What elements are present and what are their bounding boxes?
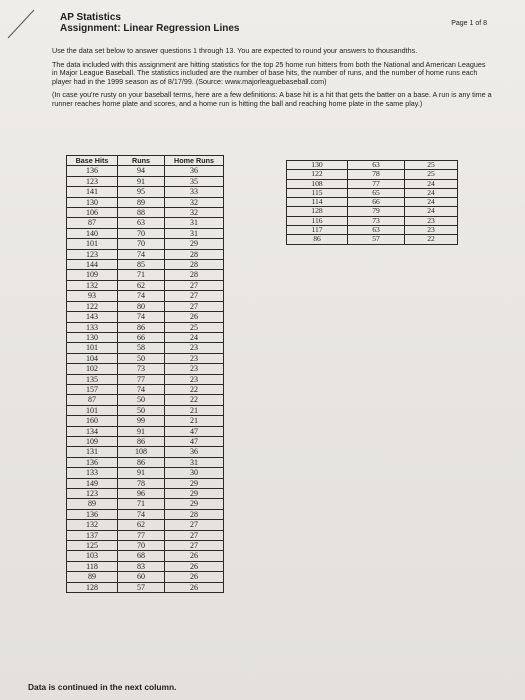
table-cell: 33	[165, 187, 224, 197]
table-cell: 136	[67, 166, 118, 176]
table-cell: 101	[67, 343, 118, 353]
table-cell: 78	[118, 478, 165, 488]
continuation-note: Data is continued in the next column.	[28, 682, 177, 692]
table-cell: 77	[118, 530, 165, 540]
table-cell: 47	[165, 436, 224, 446]
table-row	[67, 478, 224, 488]
table-cell: 25	[165, 322, 224, 332]
table-cell: 135	[67, 374, 118, 384]
table-row	[287, 235, 458, 244]
table-cell: 130	[67, 197, 118, 207]
table-cell: 26	[165, 561, 224, 571]
table-cell: 87	[67, 218, 118, 228]
table-row	[67, 582, 224, 592]
table-cell: 70	[118, 541, 165, 551]
table-cell: 23	[165, 343, 224, 353]
table-cell: 93	[67, 291, 118, 301]
table-cell: 23	[405, 216, 458, 225]
table-row	[67, 541, 224, 551]
table-cell: 23	[165, 353, 224, 363]
table-row	[67, 572, 224, 582]
table-cell: 27	[165, 520, 224, 530]
table-cell: 31	[165, 457, 224, 467]
instructions-paragraph-1: Use the data set below to answer questions 1 through 13. You are expected to round your answers to thousandths.	[52, 46, 418, 55]
assignment-title: Assignment: Linear Regression Lines	[60, 23, 240, 34]
table-cell: 144	[67, 260, 118, 270]
table-cell: 132	[67, 280, 118, 290]
table-cell: 32	[165, 208, 224, 218]
column-header-home-runs: Home Runs	[165, 156, 224, 166]
table-row	[67, 489, 224, 499]
table-cell: 130	[67, 332, 118, 342]
table-row	[67, 468, 224, 478]
table-cell: 140	[67, 228, 118, 238]
table-cell: 85	[118, 260, 165, 270]
table-row	[67, 176, 224, 186]
table-cell: 63	[348, 161, 405, 170]
table-row	[67, 332, 224, 342]
table-cell: 24	[405, 179, 458, 188]
table-cell: 128	[287, 207, 348, 216]
table-cell: 99	[118, 416, 165, 426]
table-row	[67, 187, 224, 197]
table-cell: 31	[165, 228, 224, 238]
table-cell: 60	[118, 572, 165, 582]
table-cell: 36	[165, 447, 224, 457]
table-row	[67, 436, 224, 446]
table-cell: 78	[348, 170, 405, 179]
table-cell: 24	[405, 207, 458, 216]
table-cell: 66	[348, 198, 405, 207]
table-row	[67, 530, 224, 540]
column-header-base-hits: Base Hits	[67, 156, 118, 166]
table-cell: 35	[165, 176, 224, 186]
table-cell: 128	[67, 582, 118, 592]
table-row	[67, 301, 224, 311]
table-cell: 86	[118, 436, 165, 446]
table-cell: 91	[118, 426, 165, 436]
table-cell: 70	[118, 239, 165, 249]
table-cell: 47	[165, 426, 224, 436]
table-row	[67, 322, 224, 332]
table-cell: 116	[287, 216, 348, 225]
table-cell: 86	[118, 322, 165, 332]
table-cell: 28	[165, 249, 224, 259]
table-cell: 102	[67, 364, 118, 374]
table-cell: 23	[405, 226, 458, 235]
table-cell: 29	[165, 478, 224, 488]
table-cell: 77	[118, 374, 165, 384]
table-cell: 95	[118, 187, 165, 197]
table-cell: 22	[165, 384, 224, 394]
table-row	[67, 520, 224, 530]
table-cell: 117	[287, 226, 348, 235]
table-cell: 125	[67, 541, 118, 551]
table-cell: 30	[165, 468, 224, 478]
table-cell: 143	[67, 312, 118, 322]
table-cell: 28	[165, 509, 224, 519]
table-cell: 50	[118, 395, 165, 405]
table-cell: 118	[67, 561, 118, 571]
table-cell: 73	[348, 216, 405, 225]
table-cell: 114	[287, 198, 348, 207]
table-cell: 23	[165, 374, 224, 384]
column-header-runs: Runs	[118, 156, 165, 166]
table-cell: 74	[118, 291, 165, 301]
table-cell: 108	[118, 447, 165, 457]
table-cell: 27	[165, 301, 224, 311]
table-cell: 136	[67, 509, 118, 519]
table-cell: 101	[67, 405, 118, 415]
table-row	[67, 353, 224, 363]
table-cell: 57	[348, 235, 405, 244]
table-cell: 24	[165, 332, 224, 342]
instructions-paragraph-3: (In case you're rusty on your baseball terms, here are a few definitions: A base hit is a hit that gets the batter on a base. A run is any time a runner reaches home plate and scores, and a home run is hitting the ball and reaching home plate in the same play.)	[52, 90, 492, 108]
table-cell: 136	[67, 457, 118, 467]
table-cell: 21	[165, 405, 224, 415]
assignment-header	[60, 12, 240, 34]
table-cell: 133	[67, 468, 118, 478]
table-row	[287, 170, 458, 179]
table-row	[67, 509, 224, 519]
table-cell: 103	[67, 551, 118, 561]
table-cell: 83	[118, 561, 165, 571]
table-cell: 63	[118, 218, 165, 228]
table-cell: 22	[165, 395, 224, 405]
data-table-main	[66, 155, 224, 593]
table-cell: 71	[118, 499, 165, 509]
table-cell: 137	[67, 530, 118, 540]
data-table-continued	[286, 160, 458, 245]
table-row	[67, 426, 224, 436]
table-cell: 71	[118, 270, 165, 280]
table-cell: 27	[165, 541, 224, 551]
table-header-row	[67, 156, 224, 166]
table-cell: 22	[405, 235, 458, 244]
table-cell: 89	[118, 197, 165, 207]
table-cell: 23	[165, 364, 224, 374]
table-cell: 63	[348, 226, 405, 235]
table-row	[67, 561, 224, 571]
table-row	[67, 374, 224, 384]
table-cell: 94	[118, 166, 165, 176]
table-row	[67, 291, 224, 301]
table-row	[67, 228, 224, 238]
table-row	[67, 218, 224, 228]
table-row	[67, 312, 224, 322]
table-cell: 109	[67, 436, 118, 446]
table-cell: 115	[287, 188, 348, 197]
page-number: Page 1 of 8	[451, 20, 487, 27]
table-cell: 132	[67, 520, 118, 530]
table-row	[67, 405, 224, 415]
table-row	[67, 280, 224, 290]
table-cell: 134	[67, 426, 118, 436]
table-cell: 29	[165, 499, 224, 509]
table-cell: 62	[118, 520, 165, 530]
table-cell: 123	[67, 249, 118, 259]
table-cell: 74	[118, 509, 165, 519]
table-cell: 109	[67, 270, 118, 280]
table-cell: 62	[118, 280, 165, 290]
table-cell: 58	[118, 343, 165, 353]
table-row	[67, 416, 224, 426]
table-row	[67, 395, 224, 405]
table-cell: 65	[348, 188, 405, 197]
table-cell: 27	[165, 280, 224, 290]
table-cell: 28	[165, 270, 224, 280]
table-row	[67, 447, 224, 457]
course-title: AP Statistics	[60, 12, 121, 23]
instructions-paragraph-2: The data included with this assignment are hitting statistics for the top 25 home run hitters from both the National and American Leagues in Major League Baseball. The statistics included are the number of base hits, the number of runs, and the number of home runs each player had in the 1999 season as of 8/17/99. (Source: www.majorleaguebaseball.com)	[52, 59, 486, 86]
instructions	[52, 47, 492, 114]
table-cell: 26	[165, 572, 224, 582]
table-cell: 27	[165, 291, 224, 301]
table-cell: 130	[287, 161, 348, 170]
table-cell: 86	[287, 235, 348, 244]
table-cell: 123	[67, 176, 118, 186]
pen-mark-icon	[4, 4, 44, 44]
table-row	[67, 260, 224, 270]
table-cell: 50	[118, 405, 165, 415]
table-cell: 31	[165, 218, 224, 228]
table-row	[67, 166, 224, 176]
table-cell: 28	[165, 260, 224, 270]
table-cell: 149	[67, 478, 118, 488]
table-row	[67, 249, 224, 259]
table-cell: 96	[118, 489, 165, 499]
table-cell: 21	[165, 416, 224, 426]
table-cell: 68	[118, 551, 165, 561]
table-cell: 26	[165, 582, 224, 592]
table-cell: 123	[67, 489, 118, 499]
table-cell: 32	[165, 197, 224, 207]
table-row	[67, 343, 224, 353]
table-row	[67, 270, 224, 280]
table-cell: 157	[67, 384, 118, 394]
table-row	[287, 207, 458, 216]
table-cell: 141	[67, 187, 118, 197]
table-row	[67, 499, 224, 509]
table-row	[67, 239, 224, 249]
table-cell: 74	[118, 384, 165, 394]
table-cell: 25	[405, 170, 458, 179]
table-cell: 70	[118, 228, 165, 238]
table-cell: 79	[348, 207, 405, 216]
table-row	[67, 208, 224, 218]
table-row	[67, 384, 224, 394]
table-row	[67, 457, 224, 467]
table-cell: 89	[67, 499, 118, 509]
table-cell: 27	[165, 530, 224, 540]
table-cell: 57	[118, 582, 165, 592]
table-cell: 80	[118, 301, 165, 311]
table-cell: 104	[67, 353, 118, 363]
table-cell: 89	[67, 572, 118, 582]
table-cell: 77	[348, 179, 405, 188]
table-cell: 36	[165, 166, 224, 176]
table-row	[287, 179, 458, 188]
table-cell: 66	[118, 332, 165, 342]
table-cell: 74	[118, 249, 165, 259]
table-cell: 29	[165, 239, 224, 249]
table-cell: 88	[118, 208, 165, 218]
table-cell: 74	[118, 312, 165, 322]
table-cell: 101	[67, 239, 118, 249]
table-cell: 131	[67, 447, 118, 457]
table-cell: 50	[118, 353, 165, 363]
table-row	[67, 364, 224, 374]
table-cell: 26	[165, 551, 224, 561]
table-cell: 25	[405, 161, 458, 170]
table-cell: 122	[67, 301, 118, 311]
table-cell: 87	[67, 395, 118, 405]
table-cell: 91	[118, 468, 165, 478]
table-cell: 91	[118, 176, 165, 186]
table-cell: 24	[405, 188, 458, 197]
table-cell: 26	[165, 312, 224, 322]
table-row	[67, 197, 224, 207]
table-cell: 24	[405, 198, 458, 207]
table-cell: 108	[287, 179, 348, 188]
table-cell: 86	[118, 457, 165, 467]
table-cell: 122	[287, 170, 348, 179]
table-cell: 29	[165, 489, 224, 499]
table-cell: 73	[118, 364, 165, 374]
table-row	[67, 551, 224, 561]
table-cell: 133	[67, 322, 118, 332]
table-cell: 106	[67, 208, 118, 218]
table-cell: 160	[67, 416, 118, 426]
